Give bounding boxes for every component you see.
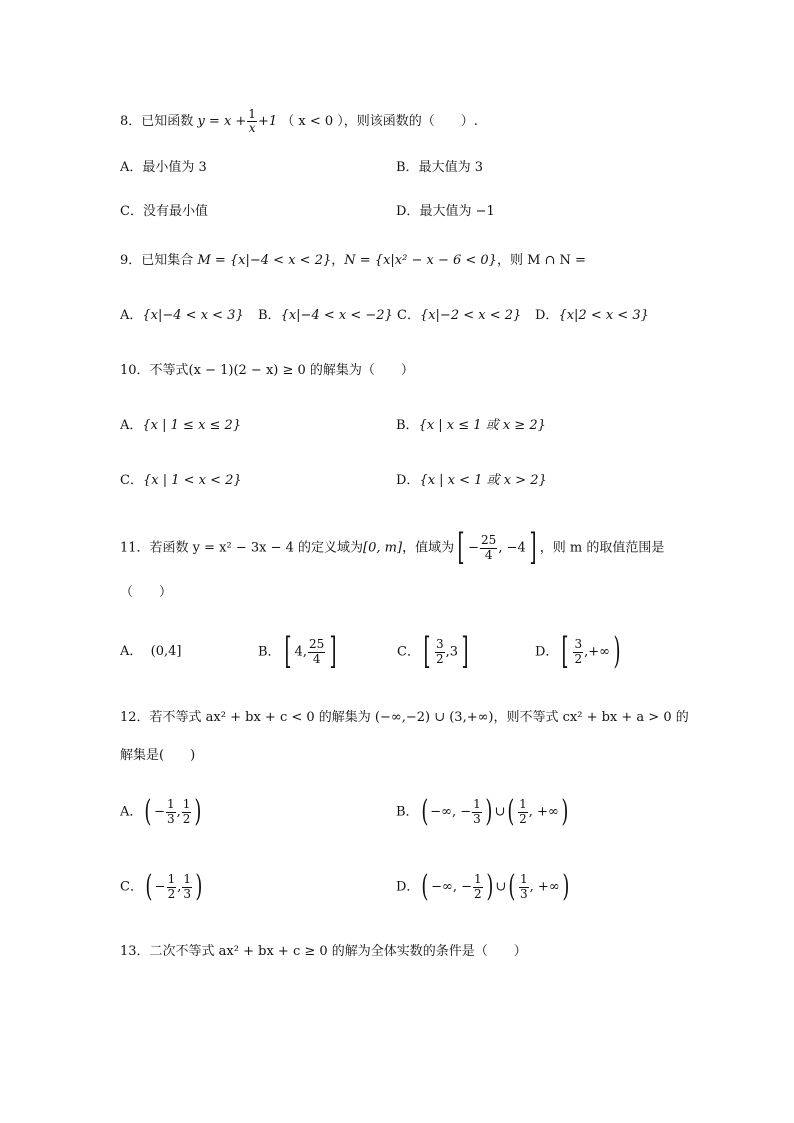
question-text: 若函数 y = x² − 3x − 4 的定义域为 xyxy=(149,540,364,556)
question-text: 不等式(x − 1)(2 − x) ≥ 0 的解集为（ ） xyxy=(149,363,414,378)
option-a[interactable]: A．( − $\frac{1}{3}$ , $\frac{1}{2}$ ) xyxy=(120,794,202,829)
question-12 xyxy=(120,711,689,724)
bracket-left: [ xyxy=(457,527,465,568)
question-12-cont: 解集是( ) xyxy=(120,748,196,763)
set-n: N = {x|x² − x − 6 < 0} xyxy=(344,253,497,268)
option-c[interactable]: C．( − $\frac{1}{2}$ , $\frac{1}{3}$ ) xyxy=(120,869,203,904)
option-d[interactable]: D．[ $\frac{3}{2}$ ,+∞) xyxy=(535,631,621,672)
option-b[interactable]: B．{x | x ≤ 1 或 x ≥ 2} xyxy=(396,418,546,433)
question-text: 若不等式 ax² + bx + c < 0 的解集为 (−∞,−2) ∪ (3,+∞)，则不等式 cx² + bx + a > 0 的 xyxy=(149,710,689,725)
question-11: 11．若函数 y = x² − 3x − 4 的定义域为[0, m]，值域为[ − $\frac{25}{4}$ , −4] ，则 m 的取值范围是 xyxy=(120,527,665,568)
question-text: （ x < 0 ），则该函数的（ ）. xyxy=(281,114,478,130)
option-c[interactable]: C．{x | 1 < x < 2} xyxy=(120,473,242,488)
option-b[interactable]: B．{x|−4 < x < −2} xyxy=(258,308,393,323)
question-number: 11． xyxy=(120,540,150,556)
option-a[interactable]: A． (0,4] xyxy=(120,644,182,659)
option-a[interactable]: A．{x | 1 ≤ x ≤ 2} xyxy=(120,418,242,433)
question-13 xyxy=(120,945,527,958)
question-8 xyxy=(120,108,478,135)
option-b[interactable]: B．最大值为 3 xyxy=(396,160,483,175)
option-d[interactable]: D．{x | x < 1 或 x > 2} xyxy=(396,473,547,488)
question-text: ，则 m 的取值范围是 xyxy=(539,540,665,556)
question-number: 12． xyxy=(120,710,150,725)
question-10 xyxy=(120,364,414,377)
fraction: $\frac{25}{4}$ xyxy=(481,533,497,562)
question-number: 9． xyxy=(120,253,142,268)
question-9: 9．已知集合 M = {x|−4 < x < 2}，N = {x|x² − x − 6 < 0}，则 M ∩ N = xyxy=(120,253,586,268)
option-c[interactable]: C．{x|−2 < x < 2} xyxy=(397,308,522,323)
option-b[interactable]: B．( −∞, − $\frac{1}{3}$ ) ∪( $\frac{1}{2}$ , +∞) xyxy=(396,794,569,829)
question-text: ，则 M ∩ N = xyxy=(496,253,586,268)
question-number: 10． xyxy=(120,363,150,378)
domain-interval: [0, m] xyxy=(363,540,403,556)
question-text: 二次不等式 ax² + bx + c ≥ 0 的解为全体实数的条件是（ ） xyxy=(149,944,527,959)
bracket-right: ] xyxy=(529,527,537,568)
option-d[interactable]: D．最大值为 −1 xyxy=(396,204,495,219)
option-a[interactable]: A．最小值为 3 xyxy=(120,160,207,175)
question-number: 13． xyxy=(120,944,150,959)
question-number: 8． xyxy=(120,114,142,130)
option-d[interactable]: D．( −∞, − $\frac{1}{2}$ ) ∪( $\frac{1}{3}$ , +∞) xyxy=(396,869,570,904)
fraction: $\frac{1}{x}$ xyxy=(248,107,256,136)
option-c[interactable]: C．[ $\frac{3}{2}$ ,3] xyxy=(397,631,469,672)
math-expression: y = x + xyxy=(197,114,247,130)
question-text: 已知集合 xyxy=(141,253,194,268)
question-text: 已知函数 xyxy=(141,114,194,130)
answer-paren: （ ） xyxy=(120,585,173,600)
set-m: M = {x|−4 < x < 2} xyxy=(197,253,332,268)
option-b[interactable]: B．[ 4, $\frac{25}{4}$ ] xyxy=(258,631,337,672)
option-c[interactable]: C．没有最小值 xyxy=(120,204,208,219)
math-expression: +1 xyxy=(257,114,278,130)
option-d[interactable]: D．{x|2 < x < 3} xyxy=(535,308,649,323)
option-a[interactable]: A．{x|−4 < x < 3} xyxy=(120,308,244,323)
